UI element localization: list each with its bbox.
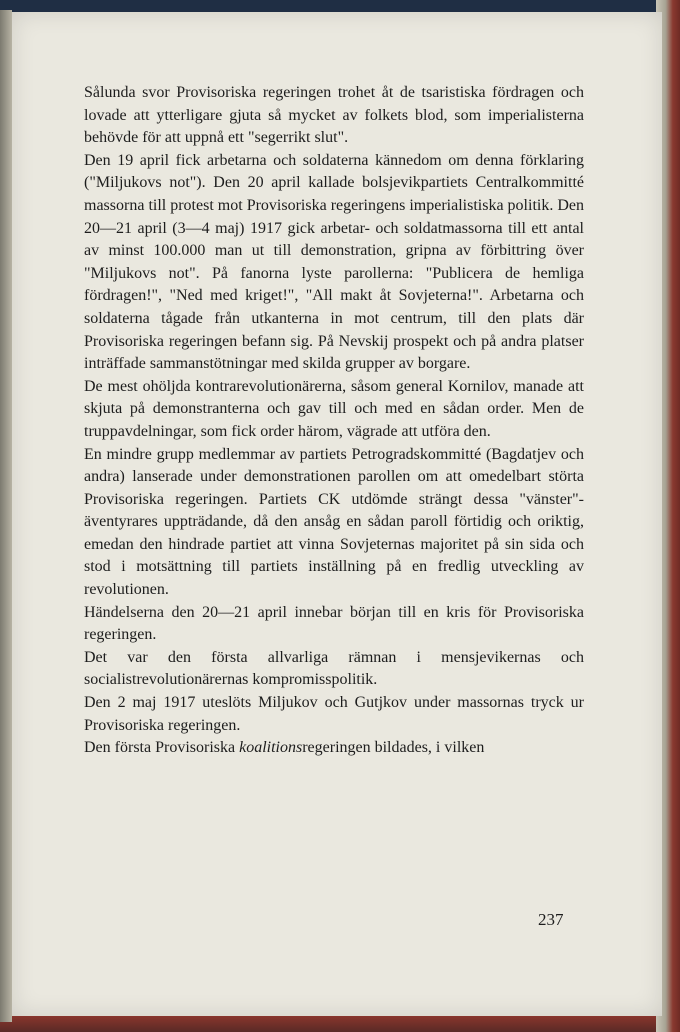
previous-page-edge <box>0 10 12 1022</box>
page-number: 237 <box>538 910 564 929</box>
paragraph-last <box>84 737 584 760</box>
italic-term: koalitions <box>239 739 303 757</box>
paragraph: De mest ohöljda kontrarevolutionärerna, såsom general Kornilov, manade att skjuta på demonstranterna och gav till och med en sådan order. Men de truppavdelningar, som fick order härom, vägrade att utföra den. <box>84 377 584 440</box>
paragraph: Den 2 maj 1917 uteslöts Miljukov och Gutjkov under massornas tryck ur Provisoriska regeringen. <box>84 694 584 734</box>
paragraph: Sålunda svor Provisoriska regeringen trohet åt de tsaristiska fördragen och lovade att ytterligare gjuta så mycket av folkets blod, som imperialisterna behövde för att uppnå ett "segerrikt slut". <box>84 84 584 147</box>
paragraph: Den 19 april fick arbetarna och soldaterna kännedom om denna förklaring ("Miljukovs not"). Den 20 april kallade bolsjevikpartiets Centralkommitté massorna till protest mot Provisoriska regeringens imperialistiska politik. Den 20—21 april (3—4 maj) 1917 gick arbetar- och soldatmassorna till ett antal av minst 100.000 man ut till demonstration, gripna av förbittring över "Miljukovs not". På fanorna lyste parollerna: "Publicera de hemliga fördragen!", "Ned med kriget!", "All makt åt Sovjeterna!". Arbetarna och soldaterna tågade från utkanterna in mot centrum, till den plats där Provisoriska regeringen befann sig. På Nevskij prospekt och på andra platser inträffade sammanstötningar med skilda grupper av borgare. <box>84 151 584 373</box>
text-segment: regeringen bildades, i vilken <box>302 739 485 757</box>
paragraph: En mindre grupp medlemmar av partiets Petrogradskommitté (Bagdatjev och andra) lanserade under demonstrationen parollen om att omedelbart störta Provisoriska regeringen. Partiets CK utdömde strängt dessa "vänster"-äventyrares uppträdande, då den ansåg en sådan paroll förtidig och oriktig, emedan den hindrade partiet att vinna Sovjeternas majoritet på sin sida och stod i motsättning till partiets inställning på en fredlig utveckling av revolutionen. <box>84 445 584 599</box>
paragraph: Händelserna den 20—21 april innebar början till en kris för Provisoriska regeringen. <box>84 603 584 644</box>
body-text <box>84 82 584 760</box>
paragraph: Det var den första allvarliga rämnan i mensjevikernas och socialistrevolutionärernas kompromisspolitik. <box>84 648 584 689</box>
book-page <box>12 12 662 1016</box>
text-segment: Den första Provisoriska <box>84 739 240 757</box>
